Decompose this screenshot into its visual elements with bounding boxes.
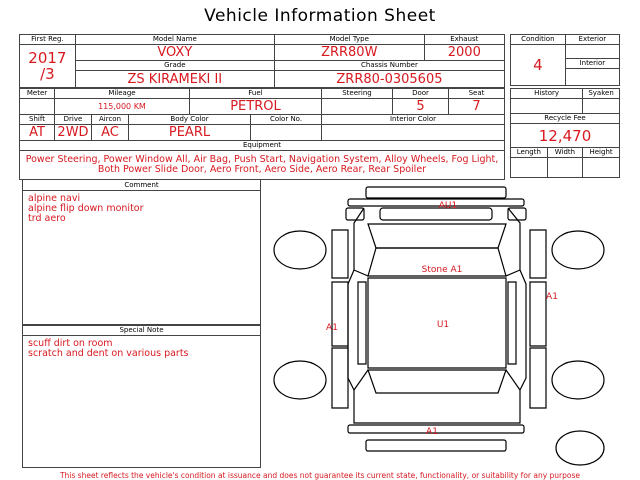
color-no-label: Color No. <box>251 115 322 125</box>
meter-value <box>20 99 55 115</box>
comment-label: Comment <box>23 180 260 191</box>
car-damage-diagram <box>262 178 620 470</box>
mileage-value: 115,000 KM <box>55 99 190 115</box>
model-name-value: VOXY <box>75 45 274 61</box>
length-value <box>511 158 548 178</box>
comment-line: alpine navi <box>28 193 81 204</box>
special-note-label: Special Note <box>23 325 260 336</box>
chassis-label: Chassis Number <box>274 61 504 71</box>
recycle-fee-label: Recycle Fee <box>511 114 620 124</box>
model-type-label: Model Type <box>274 35 424 45</box>
length-label: Length <box>511 148 548 158</box>
color-no-value <box>251 125 322 141</box>
special-note-text <box>23 336 260 362</box>
damage-mark-left-side: A1 <box>326 323 338 333</box>
interior-label: Interior <box>565 59 619 69</box>
drive-value: 2WD <box>55 125 92 141</box>
shift-label: Shift <box>20 115 55 125</box>
first-reg-label: First Reg. <box>20 35 76 45</box>
sheet-title: Vehicle Information Sheet <box>204 6 436 26</box>
history-value <box>511 99 583 114</box>
exterior-label: Exterior <box>565 35 619 45</box>
side-info-table <box>510 88 620 178</box>
special-note-line: scratch and dent on various parts <box>28 348 189 359</box>
width-label: Width <box>547 148 582 158</box>
comment-line: alpine flip down monitor <box>28 203 144 214</box>
special-note-box <box>22 324 261 468</box>
body-color-value: PEARL <box>129 125 251 141</box>
syaken-label: Syaken <box>583 89 620 99</box>
seat-value: 7 <box>449 99 505 115</box>
damage-mark-right-front: A1 <box>546 292 558 302</box>
exhaust-value: 2000 <box>424 45 504 61</box>
equipment-text: Power Steering, Power Window All, Air Bag, Push Start, Navigation System, Alloy Wheels, Fog Light, Both Power Slide Door, Aero Front, Aero Side, Aero Rear, Rear Spoiler <box>20 151 505 180</box>
special-note-line: scuff dirt on room <box>28 338 113 349</box>
seat-label: Seat <box>449 89 505 99</box>
condition-table <box>510 34 620 86</box>
recycle-fee-value: 12,470 <box>511 124 620 148</box>
header-table <box>19 34 505 88</box>
damage-mark-top: AU1 <box>438 201 458 211</box>
first-reg-value <box>20 45 76 88</box>
syaken-value <box>583 99 620 114</box>
meter-label: Meter <box>20 89 55 99</box>
body-color-label: Body Color <box>129 115 251 125</box>
aircon-value: AC <box>92 125 129 141</box>
interior-color-label: Interior Color <box>322 115 505 125</box>
model-type-value: ZRR80W <box>274 45 424 61</box>
condition-label: Condition <box>511 35 566 45</box>
condition-score: 4 <box>511 45 566 86</box>
chassis-value: ZRR80-0305605 <box>274 71 504 88</box>
steering-value <box>322 99 393 115</box>
grade-value: ZS KIRAMEKI II <box>75 71 274 88</box>
disclaimer-footer: This sheet reflects the vehicle's condition at issuance and does not guarantee its current state, functionality, or suitability for any purpose <box>59 471 581 480</box>
door-value: 5 <box>393 99 449 115</box>
damage-mark-windshield: Stone A1 <box>421 265 463 275</box>
comment-line: trd aero <box>28 213 66 224</box>
specs-table <box>19 88 505 180</box>
width-value <box>547 158 582 178</box>
aircon-label: Aircon <box>92 115 129 125</box>
grade-label: Grade <box>75 61 274 71</box>
steering-label: Steering <box>322 89 393 99</box>
fuel-label: Fuel <box>189 89 321 99</box>
height-value <box>583 158 620 178</box>
first-reg-year: 2017 <box>28 49 67 67</box>
history-label: History <box>511 89 583 99</box>
interior-color-value <box>322 125 505 141</box>
damage-mark-rear: A1 <box>426 427 438 437</box>
comment-box <box>22 179 261 326</box>
fuel-value: PETROL <box>189 99 321 115</box>
equipment-label: Equipment <box>20 141 505 151</box>
damage-marks <box>326 201 558 437</box>
first-reg-month: /3 <box>40 65 55 83</box>
exhaust-label: Exhaust <box>424 35 504 45</box>
door-label: Door <box>393 89 449 99</box>
model-name-label: Model Name <box>75 35 274 45</box>
interior-value <box>565 69 619 86</box>
damage-mark-roof: U1 <box>436 320 450 330</box>
mileage-label: Mileage <box>55 89 190 99</box>
exterior-value <box>565 45 619 59</box>
shift-value: AT <box>20 125 55 141</box>
height-label: Height <box>583 148 620 158</box>
drive-label: Drive <box>55 115 92 125</box>
comment-text <box>23 191 260 227</box>
